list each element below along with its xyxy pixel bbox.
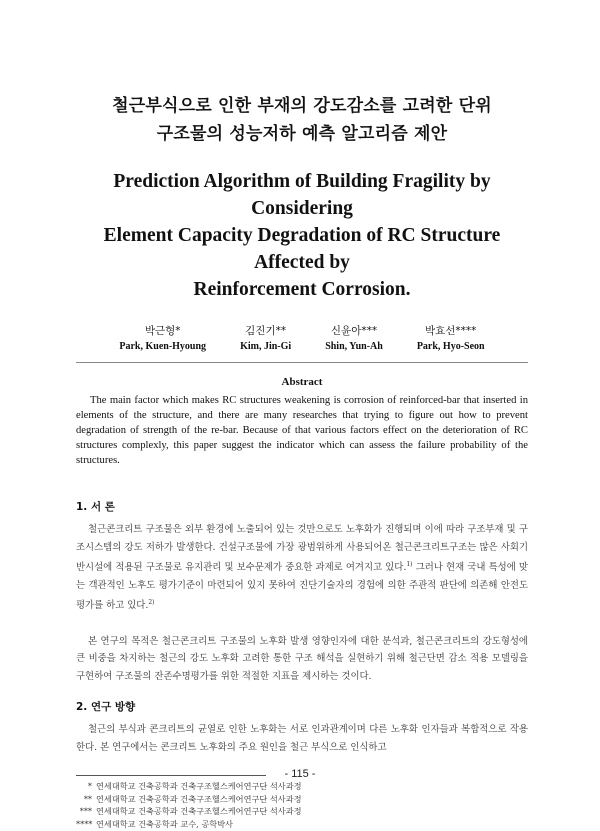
footnote-mark: * [87, 781, 92, 792]
paragraph [76, 521, 528, 615]
english-title-line: Element Capacity Degradation of RC Structure Affected by [103, 225, 501, 273]
footnote-text: 연세대학교 건축공학과 건축구조헬스케어연구단 석사과정 [96, 781, 302, 792]
author [325, 324, 383, 354]
footnote-mark: **** [76, 819, 93, 830]
footnote-text: 연세대학교 건축공학과 교수, 공학박사 [96, 819, 233, 830]
paragraph: 철근의 부식과 콘크리트의 균열로 인한 노후화는 서로 인과관계이며 다른 노후화 인자들과 복합적으로 작용한다. 본 연구에서는 콘크리트 노후화의 주요 원인을 철근 부식으로 인식하고 [76, 724, 528, 753]
author-name-en: Shin, Yun-Ah [325, 341, 383, 352]
header-divider [76, 362, 528, 363]
author-list [76, 324, 528, 354]
korean-title-line: 철근부식으로 인한 부재의 강도감소를 고려한 단위 [112, 96, 492, 116]
footnote-mark: *** [79, 806, 92, 817]
abstract-body: The main factor which makes RC structures weakening is corrosion of reinforced-bar that inserted in elements of the structure, and there are many researches that trying to figure out how to prevent degradation of strength of the re-bar. Because of that various factors effect on the deterioration of RC structures complexly, this paper suggest the indicator which can assess the failure probability of the structures. [76, 395, 528, 466]
korean-title-line: 구조물의 성능저하 예측 알고리즘 제안 [156, 124, 448, 144]
footnote-text: 연세대학교 건축공학과 건축구조헬스케어연구단 석사과정 [96, 793, 302, 804]
author-name-en: Kim, Jin-Gi [240, 341, 292, 352]
section-heading: 1. 서 론 [76, 501, 115, 513]
author [417, 324, 485, 354]
author-name-kr: 김진기** [245, 325, 287, 337]
reference-mark: 1) [406, 561, 413, 568]
paragraph-text: 철근콘크리트 구조물은 외부 환경에 노출되어 있는 것만으로도 노후화가 진행되며 이에 따라 구조부재 및 구조시스템의 강도 저하가 발생한다. 건설구조물에 가장 광범위하게 사용되어온 철근콘크리트구조는 많은 사회기반시설에 적용된 구조물로 유지관리 및 보수문제가 중요한 과제로 여겨지고 있다. [76, 524, 528, 574]
english-title [76, 168, 528, 303]
english-title-line: Prediction Algorithm of Building Fragility by Considering [113, 171, 491, 219]
paragraph: 본 연구의 목적은 철근콘크리트 구조물의 노후화 발생 영향인자에 대한 분석과, 철근콘크리트의 강도형성에 큰 비중을 차지하는 철근의 강도 노후화 고려한 통한 구조 해석을 실현하기 위해 철근단면 감소 적용 모델링을 구현하여 구조물의 잔존수명평가를 위한 적절한 지표을 제시하는 것이다. [76, 635, 528, 682]
page-number: - 115 - [284, 768, 316, 780]
author-name-kr: 박효선**** [425, 325, 477, 337]
abstract-heading: Abstract [281, 376, 323, 388]
section-heading: 2. 연구 방향 [76, 701, 136, 714]
reference-mark: 2) [148, 599, 155, 607]
author-name-kr: 신윤아*** [330, 325, 378, 337]
footnote [76, 805, 528, 818]
author [119, 324, 206, 354]
english-title-line: Reinforcement Corrosion. [193, 279, 411, 300]
footnote [76, 780, 528, 793]
footnote [76, 793, 528, 806]
author-name-en: Park, Kuen-Hyoung [119, 341, 207, 352]
paragraph-text: 그러나 현재 국내 특성에 맞는 객관적인 노후도 평가기준이 마련되어 있지 못하여 진단기술자의 경험에 의한 주관적 판단에 의존해 안전도 평가를 하고 있다. [76, 562, 528, 612]
footnote-list [76, 780, 528, 830]
author [240, 324, 291, 354]
footnote-text: 연세대학교 건축공학과 건축구조헬스케어연구단 석사과정 [96, 806, 302, 817]
footnote-mark: ** [83, 793, 92, 804]
korean-title [76, 92, 528, 148]
author-name-en: Park, Hyo-Seon [416, 341, 485, 352]
author-name-kr: 박근형* [144, 325, 181, 337]
